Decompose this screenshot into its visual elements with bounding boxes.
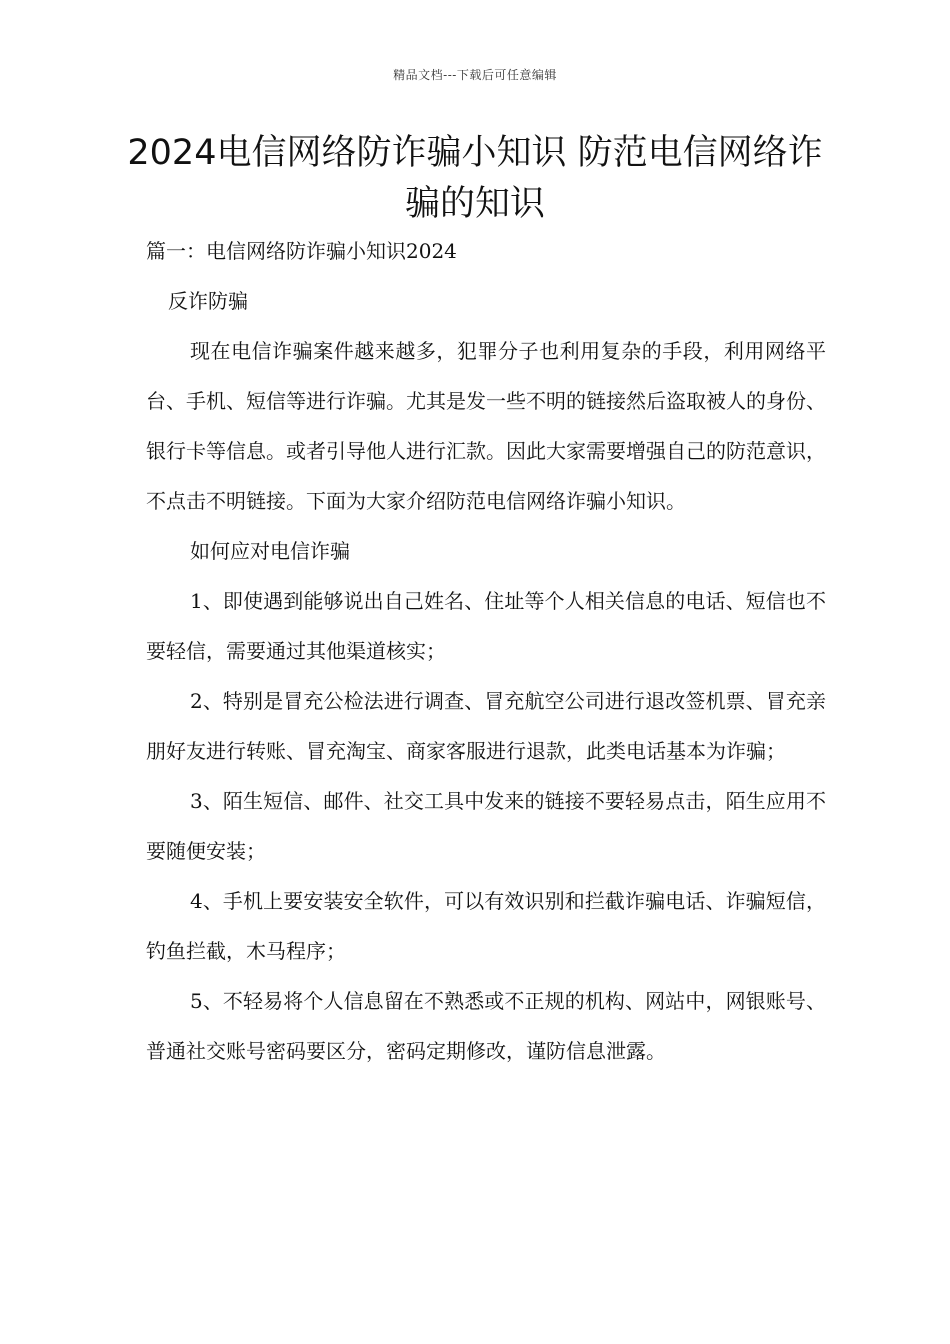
intro-paragraph: 现在电信诈骗案件越来越多，犯罪分子也利用复杂的手段，利用网络平台、手机、短信等进行诈骗。尤其是发一些不明的链接然后盗取被人的身份、银行卡等信息。或者引导他人进行汇款。因此大家需要增强自己的防范意识，不点击不明链接。下面为大家介绍防范电信网络诈骗小知识。 [146, 339, 826, 513]
sub-heading: 反诈防骗 [168, 289, 248, 313]
how-to-heading: 如何应对电信诈骗 [190, 539, 350, 563]
list-item: 2、特别是冒充公检法进行调查、冒充航空公司进行退改签机票、冒充亲朋好友进行转账、冒充淘宝、商家客服进行退款，此类电话基本为诈骗； [146, 689, 826, 763]
list-item: 5、不轻易将个人信息留在不熟悉或不正规的机构、网站中，网银账号、普通社交账号密码要区分，密码定期修改，谨防信息泄露。 [146, 989, 826, 1063]
page-header-note: 精品文档---下载后可任意编辑 [393, 68, 557, 82]
document-title: 2024电信网络防诈骗小知识 防范电信网络诈骗的知识 [127, 133, 823, 224]
list-item: 3、陌生短信、邮件、社交工具中发来的链接不要轻易点击，陌生应用不要随便安装； [146, 789, 826, 863]
list-item: 4、手机上要安装安全软件，可以有效识别和拦截诈骗电话、诈骗短信，钓鱼拦截，木马程序； [146, 889, 826, 963]
section-heading: 篇一：电信网络防诈骗小知识2024 [146, 239, 457, 263]
list-item: 1、即使遇到能够说出自己姓名、住址等个人相关信息的电话、短信也不要轻信，需要通过其他渠道核实； [146, 589, 826, 663]
document-body [146, 226, 826, 1076]
